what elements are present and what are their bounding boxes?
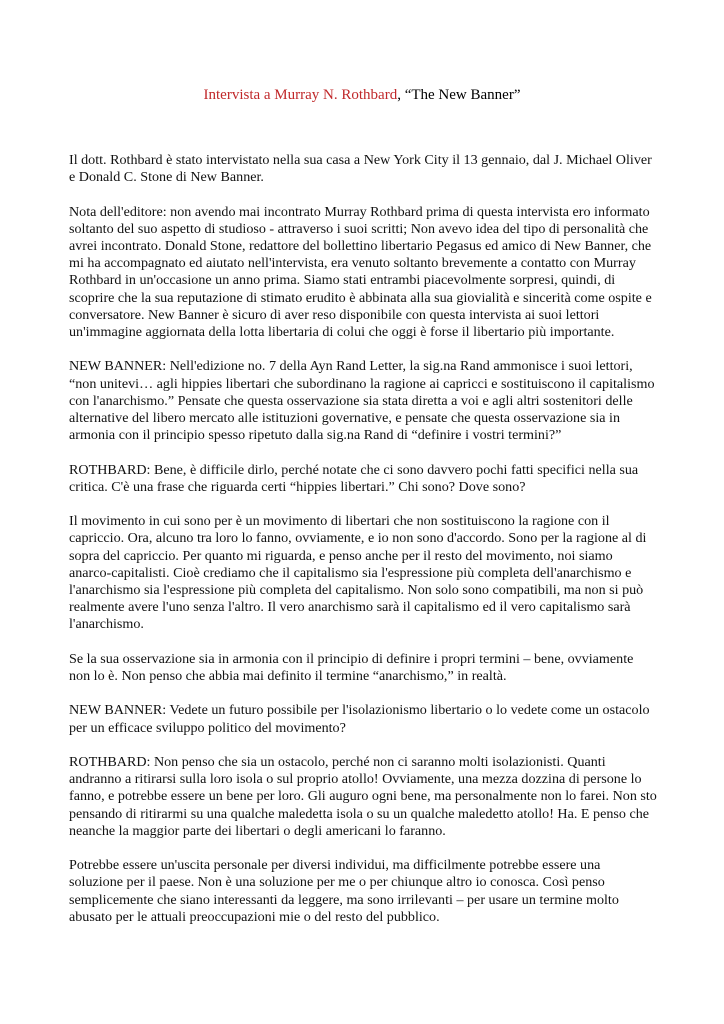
document-body (69, 152, 657, 943)
paragraph-answer-1: ROTHBARD: Bene, è difficile dirlo, perché notate che ci sono davvero pochi fatti specifici nella sua critica. C'è una frase che riguarda certi “hippies libertari.” Chi sono? Dove sono? (69, 461, 639, 495)
title-link[interactable]: Intervista a Murray N. Rothbard (203, 87, 398, 103)
paragraph-answer-1-end: Se la sua osservazione sia in armonia con il principio di definire i propri termini – bene, ovviamente non lo è. Non penso che abbia mai definito il termine “anarchismo,” in realtà. (69, 650, 634, 685)
paragraph-answer-2-cont: Potrebbe essere un'uscita personale per diversi individui, ma difficilmente potrebbe essere una soluzione per il paese. Non è una soluzione per me o per chiunque altro io conosca. Così penso semplicemente che siano interessanti da leggere, ma sono irrilevanti – per usare un termine molto abusato per le attuali preoccupazioni mie o del resto del pubblico. (69, 857, 619, 925)
paragraph-answer-2: ROTHBARD: Non penso che sia un ostacolo, perché non ci saranno molti isolazionisti. Quanti andranno a ritirarsi sulla loro isola o sul proprio atollo! Ovviamente, una mezza dozzina di persone lo fanno, e potrebbe essere un bene per loro. Gli auguro ogni bene, ma personalmente non lo farei. Non sto pensando di ritirarmi su una qualche maledetta isola o su un qualche maledetto atollo! Ha. E penso che neanche la maggior parte dei libertari o degli americani lo faranno. (69, 754, 657, 839)
title-subtitle: , “The New Banner” (397, 87, 521, 103)
paragraph-question-2: NEW BANNER: Vedete un futuro possibile per l'isolazionismo libertario o lo vedete come un ostacolo per un efficace sviluppo politico del movimento? (69, 702, 650, 736)
page-title (0, 86, 724, 105)
paragraph-answer-1-cont: Il movimento in cui sono per è un movimento di libertari che non sostituiscono la ragione con il capriccio. Ora, alcuno tra loro lo fanno, ovviamente, e io non sono d'accordo. Sono per la ragione al di sopra del capriccio. Per quanto mi riguarda, e penso anche per il resto del movimento, noi siamo anarco-capitalisti. Cioè crediamo che il capitalismo sia l'espressione più completa dell'anarchismo e l'anarchismo sia l'espressione più completa del capitalismo. Non solo sono compatibili, ma non si può realmente avere l'uno senza l'altro. Il vero anarchismo sarà il capitalismo ed il vero capitalismo sarà l'anarchismo. (69, 513, 647, 633)
paragraph-intro: Il dott. Rothbard è stato intervistato nella sua casa a New York City il 13 gennaio, dal J. Michael Oliver e Donald C. Stone di New Banner. (69, 152, 652, 186)
paragraph-question-1: NEW BANNER: Nell'edizione no. 7 della Ayn Rand Letter, la sig.na Rand ammonisce i suoi lettori, “non unitevi… agli hippies libertari che subordinano la ragione ai capricci e sostituiscono il capitalismo con l'anarchismo.” Pensate che questa osservazione sia stata diretta a voi e agli altri sostenitori delle alternative del libero mercato alle istituzioni governative, e pensate che questa osservazione sia in armonia con il principio spesso ripetuto dalla sig.na Rand di “definire i vostri termini?” (69, 358, 655, 444)
paragraph-editor-note: Nota dell'editore: non avendo mai incontrato Murray Rothbard prima di questa intervista ero informato soltanto del suo aspetto di studioso - attraverso i suoi scritti; Non avevo idea del tipo di personalità che avrei incontrato. Donald Stone, redattore del bollettino libertario Pegasus ed amico di New Banner, che mi ha accompagnato ed aiutato nell'intervista, era venuto soltanto brevemente a contatto con Murray Rothbard in un'occasione un anno prima. Siamo stati entrambi piacevolmente sorpresi, quindi, di scoprire che la sua reputazione di stimato erudito è abbinata alla sua giovialità e sincerità come ospite e conversatore. New Banner è sicuro di aver reso disponibile con questa intervista ai suoi lettori un'immagine aggiornata della lotta libertaria di colui che oggi è forse il libertario più importante. (69, 203, 652, 341)
